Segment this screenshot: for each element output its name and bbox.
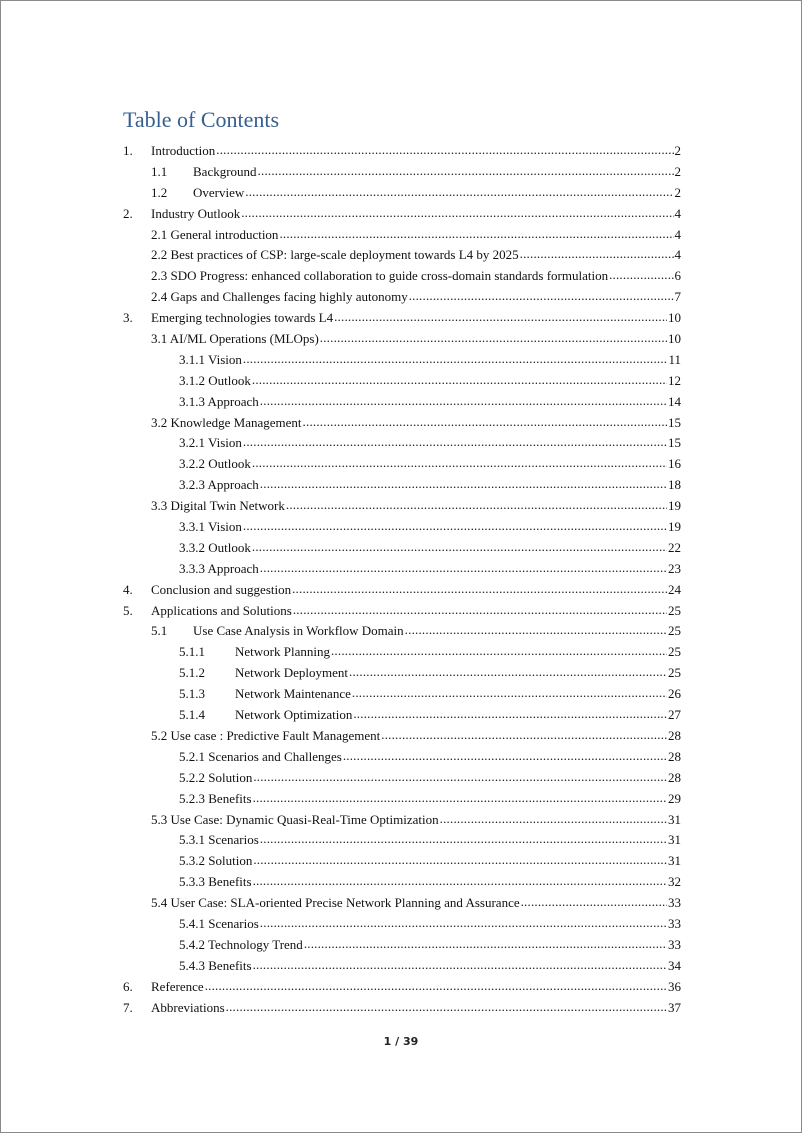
toc-entry[interactable] [123, 872, 681, 893]
toc-entry-page: 6 [674, 268, 681, 284]
toc-entry-page: 10 [668, 310, 681, 326]
toc-dot-leader [440, 809, 667, 830]
toc-dot-leader [226, 997, 667, 1018]
toc-entry[interactable] [123, 162, 681, 183]
toc-dot-leader [258, 161, 674, 182]
toc-entry-page: 31 [668, 832, 681, 848]
toc-entry-title: 5.4.1 Scenarios [179, 915, 259, 931]
toc-entry-number: 1.2 [151, 184, 168, 200]
toc-dot-leader [243, 349, 668, 370]
toc-entry-number: 5.1.1 [179, 644, 205, 660]
toc-entry-title: 3.1.2 Outlook [179, 372, 251, 388]
toc-entry-title: 3.2.1 Vision [179, 435, 242, 451]
toc-entry-page: 15 [668, 435, 681, 451]
toc-entry-page: 24 [668, 581, 681, 597]
toc-entry-page: 18 [668, 477, 681, 493]
toc-dot-leader [520, 244, 674, 265]
toc-dot-leader [286, 495, 667, 516]
toc-entry[interactable] [123, 684, 681, 705]
toc-entry-title: Network Planning [235, 644, 330, 660]
toc-entry-page: 16 [668, 456, 681, 472]
toc-dot-leader [253, 871, 667, 892]
toc-dot-leader [260, 391, 667, 412]
toc-entry-page: 36 [668, 978, 681, 994]
toc-entry-number: 6. [123, 978, 133, 994]
toc-dot-leader [252, 537, 667, 558]
toc-dot-leader [253, 788, 667, 809]
toc-entry-title: 2.2 Best practices of CSP: large-scale deployment towards L4 by 2025 [151, 247, 519, 263]
toc-entry-title: Reference [151, 978, 204, 994]
toc-dot-leader [353, 704, 667, 725]
toc-entry[interactable] [123, 266, 681, 287]
toc-dot-leader [304, 934, 667, 955]
toc-entry[interactable] [123, 747, 681, 768]
toc-entry[interactable] [123, 371, 681, 392]
toc-entry-page: 11 [668, 351, 681, 367]
toc-entry-title: 3.3.2 Outlook [179, 539, 251, 555]
toc-dot-leader [292, 579, 667, 600]
toc-dot-leader [260, 913, 667, 934]
toc-entry-title: 2.1 General introduction [151, 226, 279, 242]
toc-entry[interactable] [123, 183, 681, 204]
toc-entry[interactable] [123, 350, 681, 371]
toc-entry-title: Network Maintenance [235, 686, 351, 702]
toc-dot-leader [252, 370, 667, 391]
toc-dot-leader [405, 620, 667, 641]
toc-entry-page: 33 [668, 895, 681, 911]
toc-entry-page: 2 [674, 163, 681, 179]
toc-entry[interactable] [123, 538, 681, 559]
toc-entry-title: 3.1 AI/ML Operations (MLOps) [151, 331, 319, 347]
toc-dot-leader [409, 286, 674, 307]
toc-entry-number: 7. [123, 999, 133, 1015]
toc-entry-title: Network Deployment [235, 665, 349, 681]
toc-dot-leader [334, 307, 667, 328]
toc-entry-page: 32 [668, 874, 681, 890]
toc-entry-page: 33 [668, 915, 681, 931]
toc-entry[interactable] [123, 830, 681, 851]
toc-entry[interactable] [123, 768, 681, 789]
toc-entry-title: 5.2.2 Solution [179, 769, 253, 785]
toc-entry-title: 5.4.3 Benefits [179, 957, 252, 973]
toc-entry-title: 5.2 Use case : Predictive Fault Management [151, 727, 381, 743]
toc-title: Table of Contents [123, 107, 280, 132]
toc-dot-leader [205, 976, 667, 997]
toc-dot-leader [381, 725, 667, 746]
toc-dot-leader [260, 558, 667, 579]
toc-entry[interactable] [123, 601, 681, 622]
toc-entry-title: 3.3.3 Approach [179, 560, 259, 576]
toc-dot-leader [279, 224, 673, 245]
toc-entry-number: 5.1.4 [179, 707, 205, 723]
toc-entry-page: 34 [668, 957, 681, 973]
toc-entry[interactable] [123, 329, 681, 350]
toc-entry[interactable] [123, 141, 681, 162]
toc-dot-leader [349, 662, 667, 683]
toc-dot-leader [260, 474, 667, 495]
toc-entry[interactable] [123, 914, 681, 935]
toc-entry-title: Abbreviations [151, 999, 225, 1015]
toc-entry[interactable] [123, 810, 681, 831]
toc-entry-page: 31 [668, 811, 681, 827]
toc-dot-leader [320, 328, 667, 349]
toc-entry[interactable] [123, 433, 681, 454]
toc-dot-leader [609, 265, 673, 286]
toc-entry[interactable] [123, 308, 681, 329]
toc-entry[interactable] [123, 245, 681, 266]
toc-dot-leader [216, 140, 673, 161]
toc-entry-page: 2 [674, 184, 681, 200]
toc-entry-page: 25 [668, 623, 681, 639]
toc-entry-title: 5.4 User Case: SLA-oriented Precise Network Planning and Assurance [151, 895, 520, 911]
toc-entry[interactable] [123, 726, 681, 747]
toc-entry-title: 3.1.3 Approach [179, 393, 259, 409]
toc-entry[interactable] [123, 559, 681, 580]
toc-dot-leader [243, 516, 667, 537]
toc-entry[interactable] [123, 851, 681, 872]
toc-dot-leader [243, 432, 667, 453]
toc-entry-title: 5.3.2 Solution [179, 853, 253, 869]
toc-entry-title: Network Optimization [235, 707, 353, 723]
toc-entry-title: 5.3 Use Case: Dynamic Quasi-Real-Time Optimization [151, 811, 439, 827]
toc-entry[interactable] [123, 642, 681, 663]
toc-dot-leader [253, 955, 667, 976]
toc-entry[interactable] [123, 956, 681, 977]
toc-entry-number: 1.1 [151, 163, 168, 179]
toc-entry[interactable] [123, 392, 681, 413]
toc-dot-leader [303, 412, 667, 433]
toc-entry-number: 3. [123, 310, 133, 326]
toc-entry-page: 14 [668, 393, 681, 409]
toc-entry-page: 15 [668, 414, 681, 430]
toc-entry-title: 5.3.1 Scenarios [179, 832, 259, 848]
toc-entry-number: 5. [123, 602, 133, 618]
toc-entry-title: 3.1.1 Vision [179, 351, 242, 367]
toc-entry-page: 7 [674, 289, 681, 305]
toc-entry-page: 22 [668, 539, 681, 555]
toc-entry[interactable] [123, 580, 681, 601]
toc-entry-title: 5.3.3 Benefits [179, 874, 252, 890]
toc-entry-number: 5.1.2 [179, 665, 205, 681]
toc-entry[interactable] [123, 287, 681, 308]
toc-dot-leader [343, 746, 667, 767]
toc-entry[interactable] [123, 893, 681, 914]
toc-entry-title: 2.4 Gaps and Challenges facing highly autonomy [151, 289, 408, 305]
toc-entry-title: 2.3 SDO Progress: enhanced collaboration to guide cross-domain standards formulation [151, 268, 609, 284]
toc-entry-title: Applications and Solutions [151, 602, 292, 618]
toc-entry[interactable] [123, 663, 681, 684]
toc-dot-leader [241, 203, 673, 224]
toc-entry[interactable] [123, 413, 681, 434]
toc-entry-number: 2. [123, 205, 133, 221]
toc-entry-number: 5.1 [151, 623, 168, 639]
toc-dot-leader [352, 683, 667, 704]
toc-entry-title: Conclusion and suggestion [151, 581, 292, 597]
toc-entry-page: 10 [668, 331, 681, 347]
toc-entry-title: Introduction [151, 143, 216, 158]
toc-entry[interactable] [123, 454, 681, 475]
toc-entry[interactable] [123, 977, 681, 998]
toc-entry[interactable] [123, 225, 681, 246]
toc-dot-leader [331, 641, 667, 662]
toc-dot-leader [521, 892, 667, 913]
toc-dot-leader [245, 182, 673, 203]
toc-entry[interactable] [123, 496, 681, 517]
toc-entry-title: 5.4.2 Technology Trend [179, 936, 303, 952]
toc-entry-number: 1. [123, 143, 133, 158]
toc-entry-title: 3.2 Knowledge Management [151, 414, 302, 430]
toc-entry[interactable] [123, 517, 681, 538]
toc-entry-page: 29 [668, 790, 681, 806]
toc-entry-title: 3.3 Digital Twin Network [151, 498, 285, 514]
toc-entry-number: 5.1.3 [179, 686, 205, 702]
toc-entry-title: 3.3.1 Vision [179, 519, 242, 535]
toc-dot-leader [252, 453, 667, 474]
toc-entry-page: 4 [674, 247, 681, 263]
toc-entry[interactable] [123, 998, 681, 1019]
toc-entry-page: 4 [674, 205, 681, 221]
toc-entry-page: 31 [668, 853, 681, 869]
toc-entry-page: 28 [668, 769, 681, 785]
toc-entry-number: 4. [123, 581, 133, 597]
toc-dot-leader [293, 600, 667, 621]
toc-entry-page: 26 [668, 686, 681, 702]
toc-entry[interactable] [123, 935, 681, 956]
toc-entry[interactable] [123, 621, 681, 642]
toc-entry-title: Overview [193, 184, 245, 200]
toc-entry[interactable] [123, 475, 681, 496]
toc-entry-page: 2 [674, 143, 681, 158]
toc-entry[interactable] [123, 705, 681, 726]
toc-entry-page: 19 [668, 519, 681, 535]
toc-list [123, 141, 681, 1018]
toc-entry-page: 19 [668, 498, 681, 514]
page-number: 1 / 39 [383, 1035, 419, 1048]
toc-entry-title: 3.2.2 Outlook [179, 456, 251, 472]
toc-entry-page: 25 [668, 644, 681, 660]
toc-entry[interactable] [123, 204, 681, 225]
toc-entry-page: 23 [668, 560, 681, 576]
toc-entry-title: 3.2.3 Approach [179, 477, 259, 493]
toc-entry-page: 4 [674, 226, 681, 242]
toc-entry-title: Use Case Analysis in Workflow Domain [193, 623, 404, 639]
toc-entry-title: Emerging technologies towards L4 [151, 310, 334, 326]
toc-entry-page: 27 [668, 707, 681, 723]
toc-dot-leader [253, 850, 667, 871]
toc-entry[interactable] [123, 789, 681, 810]
toc-entry-title: 5.2.3 Benefits [179, 790, 252, 806]
toc-entry-page: 28 [668, 748, 681, 764]
toc-dot-leader [260, 829, 667, 850]
toc-entry-page: 33 [668, 936, 681, 952]
toc-entry-title: 5.2.1 Scenarios and Challenges [179, 748, 342, 764]
toc-entry-title: Background [193, 163, 257, 179]
toc-entry-page: 28 [668, 727, 681, 743]
toc-entry-page: 37 [668, 999, 681, 1015]
toc-dot-leader [253, 767, 667, 788]
toc-entry-page: 25 [668, 665, 681, 681]
toc-entry-page: 25 [668, 602, 681, 618]
toc-entry-title: Industry Outlook [151, 205, 241, 221]
toc-entry-page: 12 [668, 372, 681, 388]
